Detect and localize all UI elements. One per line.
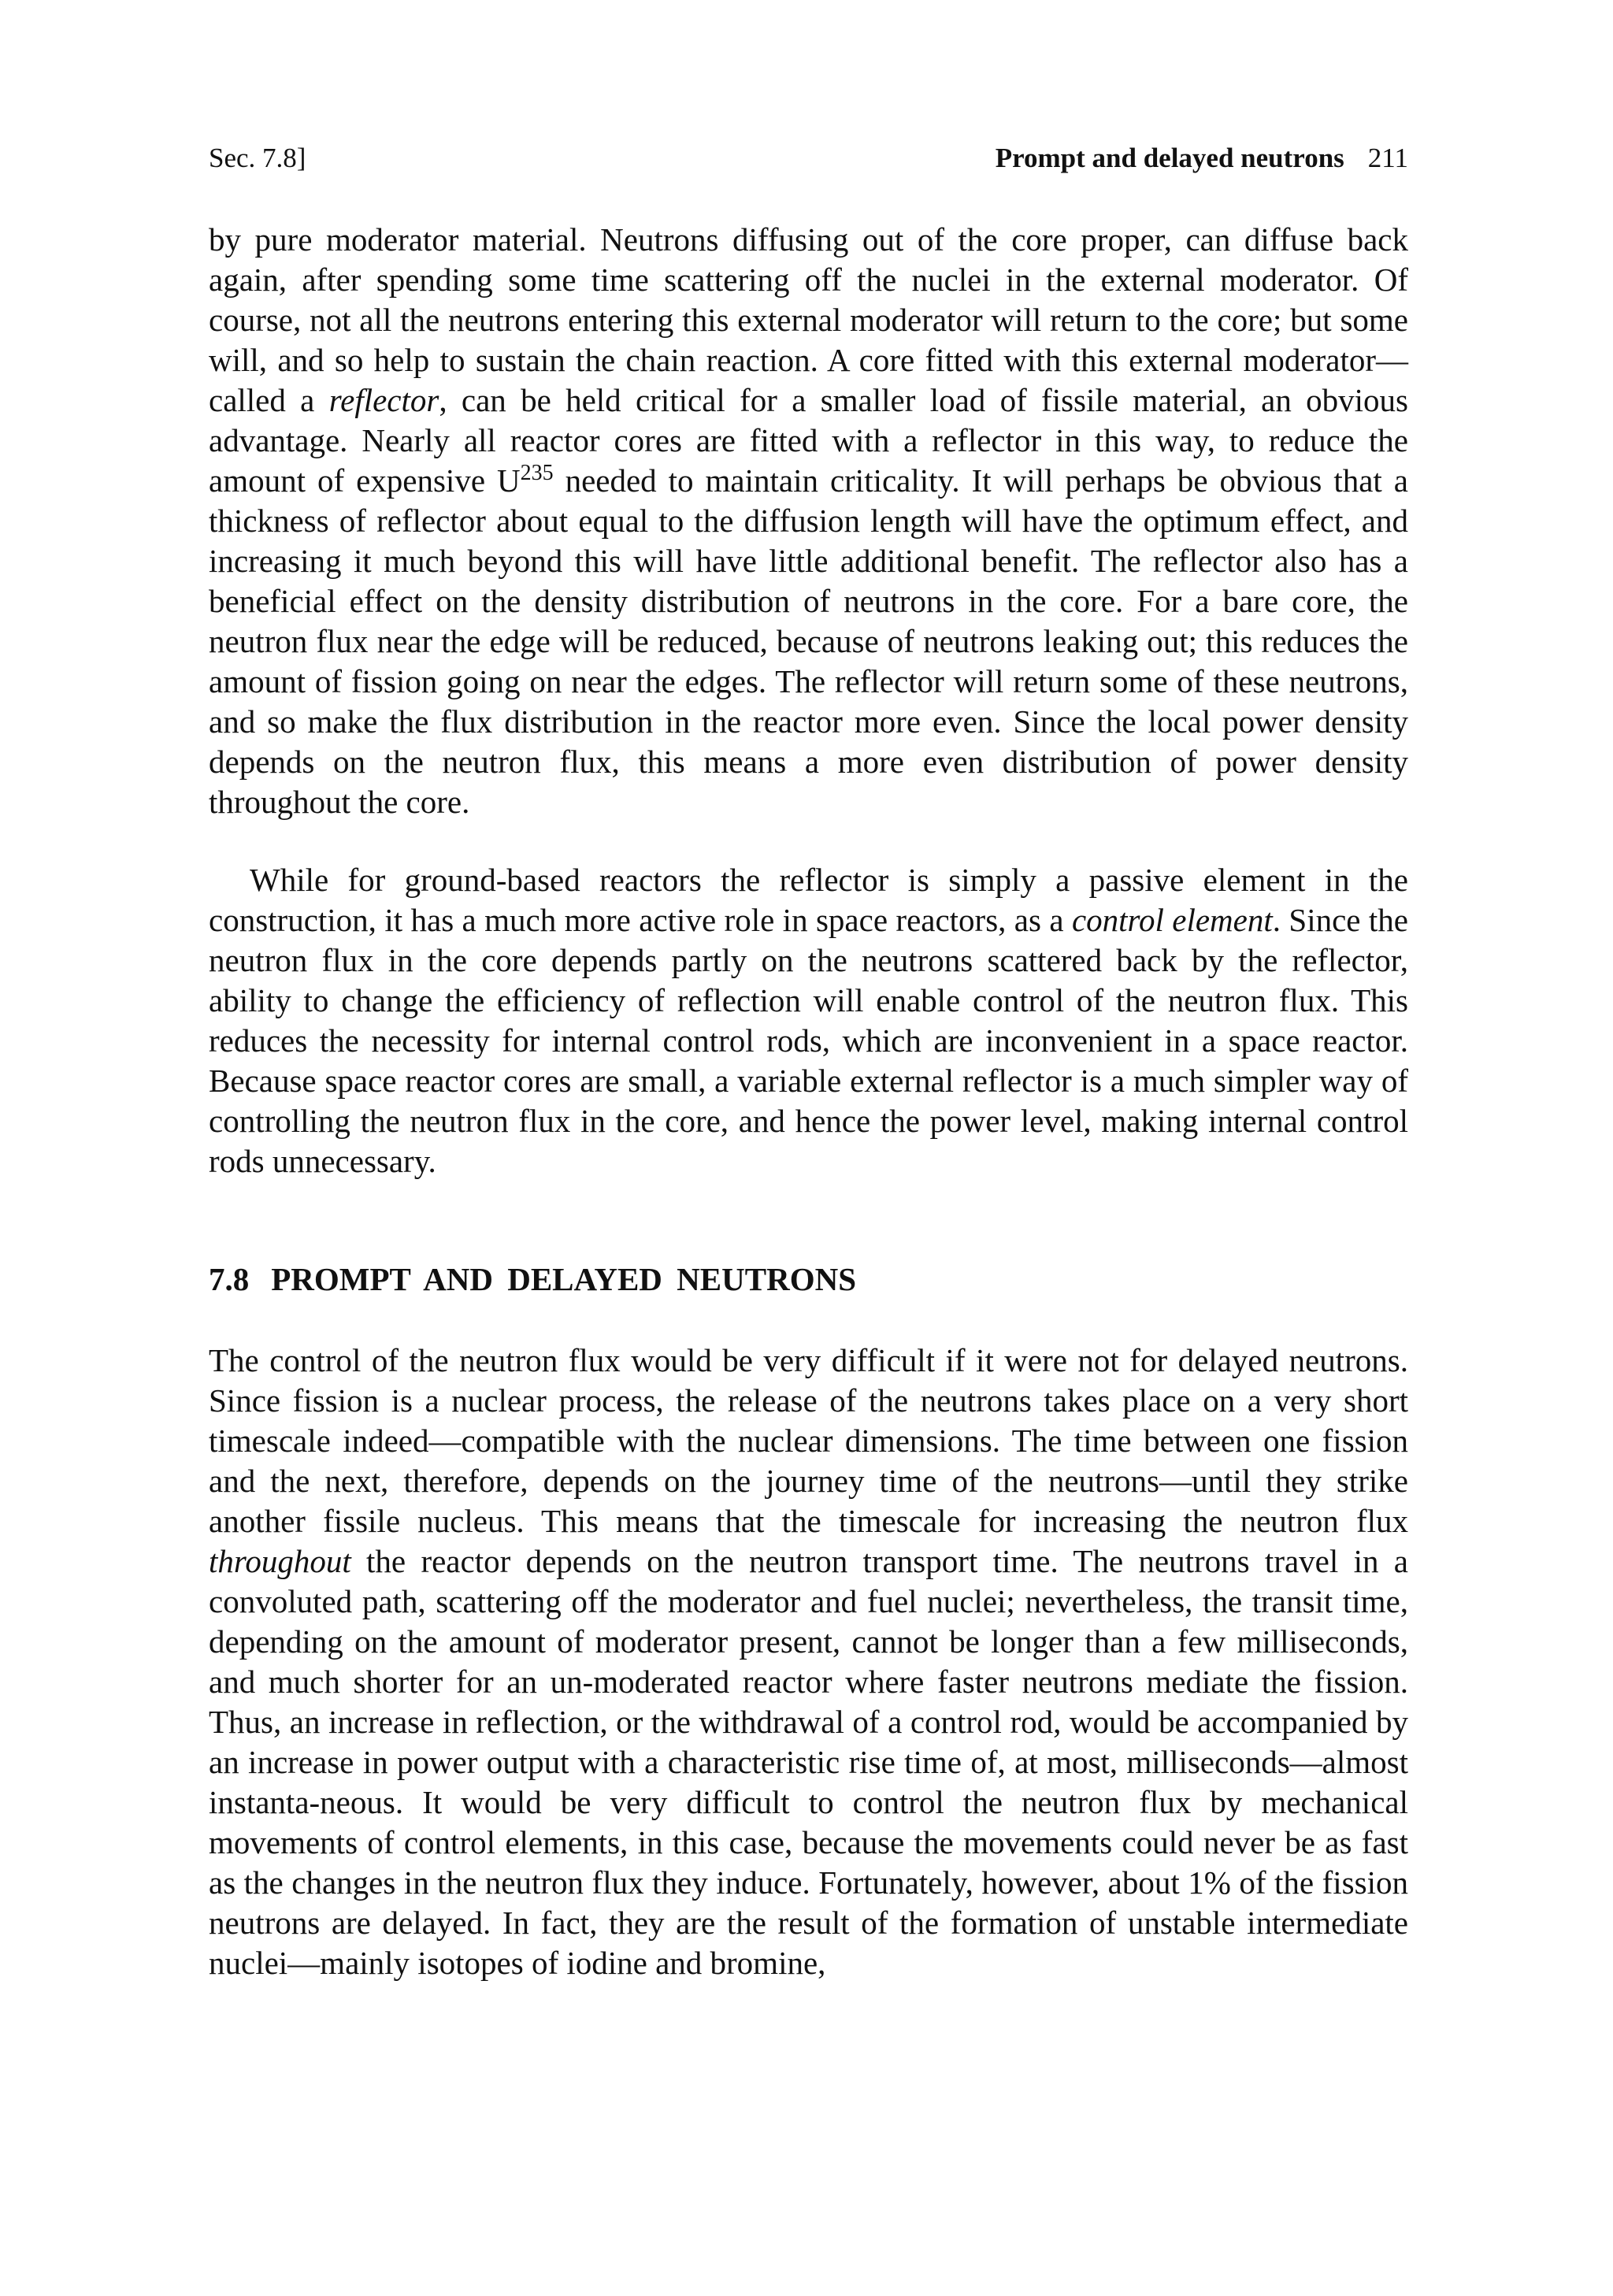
italic-term-control-element: control element <box>1071 902 1273 938</box>
page-number: 211 <box>1367 143 1408 173</box>
section-heading <box>209 1259 856 1300</box>
paragraph-text: . Since the neutron flux in the core depends partly on the neutrons scattered back by the reflector, ability to change the efficiency of reflection will enable control of the neutron flux. This reduces the necessity for internal control rods, which are inconvenient in a space reactor. Because space reactor cores are small, a variable external reflector is a much simpler way of controlling the neutron flux in the core, and hence the power level, making internal control rods unnecessary. <box>209 902 1408 1179</box>
isotope-superscript: 235 <box>520 461 554 485</box>
paragraph-space-reactors <box>209 860 1408 1181</box>
running-head <box>209 139 1408 178</box>
paragraph-text: While for ground-based reactors the reflector is simply a passive element in the construction, it has a much more active role in space reactors, as a <box>209 862 1408 938</box>
paragraph-text: the reactor depends on the neutron transport time. The neutrons travel in a convoluted path, scattering off the moderator and fuel nuclei; nevertheless, the transit time, depending on the amount of moderator present, cannot be longer than a few milliseconds, and much shorter for an un-moderated reactor where faster neutrons mediate the fission. Thus, an increase in reflection, or the withdrawal of a control rod, would be accompanied by an increase in power output with a characteristic rise time of, at most, milliseconds—almost instanta-neous. It would be very difficult to control the neutron flux by mechanical movements of control elements, in this case, because the movements could never be as fast as the changes in the neutron flux they induce. Fortunately, however, about 1% of the fission neutrons are delayed. In fact, they are the result of the formation of unstable intermediate nuclei—mainly isotopes of iodine and bromine, <box>209 1543 1408 1981</box>
italic-term-reflector: reflector <box>328 382 439 418</box>
paragraph-text: needed to maintain criticality. It will perhaps be obvious that a thickness of reflector about equal to the diffusion length will have the optimum effect, and increasing it much beyond this will have little additional benefit. The reflector also has a beneficial effect on the density distribution of neutrons in the core. For a bare core, the neutron flux near the edge will be reduced, because of neutrons leaking out; this reduces the amount of fission going on near the edges. The reflector will return some of these neutrons, and so make the flux distribution in the reactor more even. Since the local power density depends on the neutron flux, this means a more even distribution of power density throughout the core. <box>209 462 1408 820</box>
section-number: 7.8 <box>209 1261 250 1297</box>
paragraph-text: , can be held critical for a smaller load of fissile material, an obvious advantage. Nearly all reactor cores are fitted with a reflector in this way, to reduce the amount of expensive U <box>209 382 1408 499</box>
italic-term-throughout: throughout <box>209 1543 351 1579</box>
running-title-group <box>996 139 1408 178</box>
section-title: PROMPT AND DELAYED NEUTRONS <box>271 1261 856 1297</box>
paragraph-reflector-intro <box>209 220 1408 822</box>
paragraph-delayed-neutrons <box>209 1341 1408 1983</box>
running-title: Prompt and delayed neutrons <box>995 143 1344 173</box>
paragraph-text: by pure moderator material. Neutrons diffusing out of the core proper, can diffuse back again, after spending some time scattering off the nuclei in the external moderator. Of course, not all the neutrons entering this external moderator will return to the core; but some will, and so help to sustain the chain reaction. A core fitted with this external moderator—called a <box>209 221 1408 418</box>
section-reference: Sec. 7.8] <box>209 143 306 173</box>
paragraph-text: The control of the neutron flux would be very difficult if it were not for delayed neutrons. Since fission is a nuclear process, the release of the neutrons takes place on a very short timescale indeed—compatible with the nuclear dimensions. The time between one fission and the next, therefore, depends on the journey time of the neutrons—until they strike another fissile nucleus. This means that the timescale for increasing the neutron flux <box>209 1342 1408 1539</box>
